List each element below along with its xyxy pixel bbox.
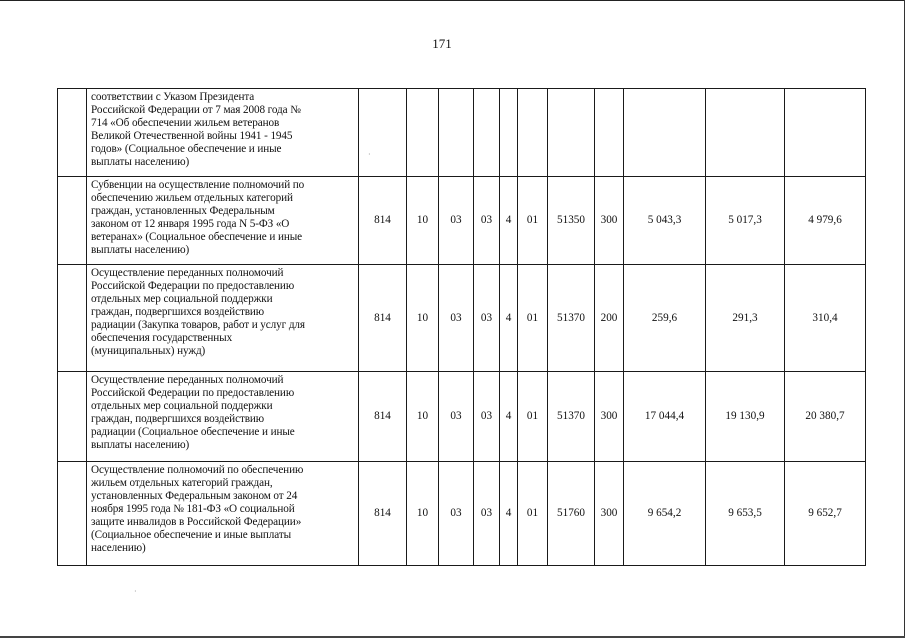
amount-2-cell [706,89,785,177]
subprogram-type-cell: 4 [500,372,518,462]
subprogram-cell [518,89,548,177]
amount-1-cell: 259,6 [624,265,706,372]
description-cell [87,265,359,372]
program-cell: 03 [474,462,500,566]
scan-speck: · [368,150,371,159]
subprogram-type-cell: 4 [500,265,518,372]
subprogram-type-cell: 4 [500,177,518,265]
subprogram-cell: 01 [518,462,548,566]
ministry-cell: 814 [359,462,407,566]
table-row [58,89,866,177]
table-row [58,462,866,566]
ministry-cell: 814 [359,372,407,462]
description-text: Субвенции на осуществление полномочий по обеспечению жильем отдельных категорий граждан, установленных Федеральным законом от 12 января 1995 года N 5-ФЗ «О ветеранах» (Социальное обеспечение и иные выплаты населению) [91,179,305,256]
amount-3-cell: 9 652,7 [785,462,866,566]
direction-cell: 51350 [548,177,595,265]
expense-type-cell: 300 [595,177,624,265]
program-cell: 03 [474,177,500,265]
amount-2-cell: 291,3 [706,265,785,372]
amount-3-cell [785,89,866,177]
section-cell: 10 [407,177,439,265]
section-cell: 10 [407,372,439,462]
subsection-cell: 03 [439,265,474,372]
scan-edge-top [0,0,905,1]
section-cell: 10 [407,462,439,566]
budget-table [57,88,866,566]
direction-cell: 51370 [548,372,595,462]
subprogram-cell: 01 [518,372,548,462]
index-cell [58,462,87,566]
description-cell [87,177,359,265]
subsection-cell: 03 [439,462,474,566]
page-number: 171 [432,36,452,51]
amount-1-cell: 9 654,2 [624,462,706,566]
amount-3-cell: 4 979,6 [785,177,866,265]
direction-cell: 51760 [548,462,595,566]
index-cell [58,89,87,177]
expense-type-cell: 200 [595,265,624,372]
section-cell [407,89,439,177]
table-row [58,372,866,462]
ministry-cell: 814 [359,265,407,372]
description-text: соответствии с Указом Президента Российской Федерации от 7 мая 2008 года № 714 «Об обеспечении жильем ветеранов Великой Отечественной войны 1941 - 1945 годов» (Социальное обеспечение и иные выплаты населению) [91,91,301,168]
index-cell [58,372,87,462]
amount-2-cell: 9 653,5 [706,462,785,566]
table-row [58,177,866,265]
subprogram-type-cell [500,89,518,177]
index-cell [58,177,87,265]
description-text: Осуществление переданных полномочий Российской Федерации по предоставлению отдельных мер социальной поддержки граждан, подвергшихся воздействию радиации (Социальное обеспечение и иные выплаты населению) [91,374,295,451]
amount-3-cell: 310,4 [785,265,866,372]
subsection-cell [439,89,474,177]
amount-2-cell: 5 017,3 [706,177,785,265]
description-cell [87,462,359,566]
description-cell [87,89,359,177]
amount-2-cell: 19 130,9 [706,372,785,462]
amount-1-cell [624,89,706,177]
subprogram-cell: 01 [518,265,548,372]
scan-speck: · [134,587,137,596]
subsection-cell: 03 [439,372,474,462]
section-cell: 10 [407,265,439,372]
ministry-cell: 814 [359,177,407,265]
description-text: Осуществление полномочий по обеспечению жильем отдельных категорий граждан, установленных Федеральным законом от 24 ноября 1995 года № 181-ФЗ «О социальной защите инвалидов в Российской Федерации» (Социальное обеспечение и иные выплаты населению) [91,464,304,554]
subsection-cell: 03 [439,177,474,265]
amount-3-cell: 20 380,7 [785,372,866,462]
direction-cell: 51370 [548,265,595,372]
subprogram-cell: 01 [518,177,548,265]
subprogram-type-cell: 4 [500,462,518,566]
program-cell [474,89,500,177]
expense-type-cell: 300 [595,462,624,566]
ministry-cell [359,89,407,177]
description-cell [87,372,359,462]
expense-type-cell: 300 [595,372,624,462]
index-cell [58,265,87,372]
direction-cell [548,89,595,177]
table-row [58,265,866,372]
expense-type-cell [595,89,624,177]
amount-1-cell: 17 044,4 [624,372,706,462]
program-cell: 03 [474,372,500,462]
description-text: Осуществление переданных полномочий Российской Федерации по предоставлению отдельных мер социальной поддержки граждан, подвергшихся воздействию радиации (Закупка товаров, работ и услуг для обеспечения государственных (муниципальных) нужд) [91,267,305,357]
amount-1-cell: 5 043,3 [624,177,706,265]
program-cell: 03 [474,265,500,372]
